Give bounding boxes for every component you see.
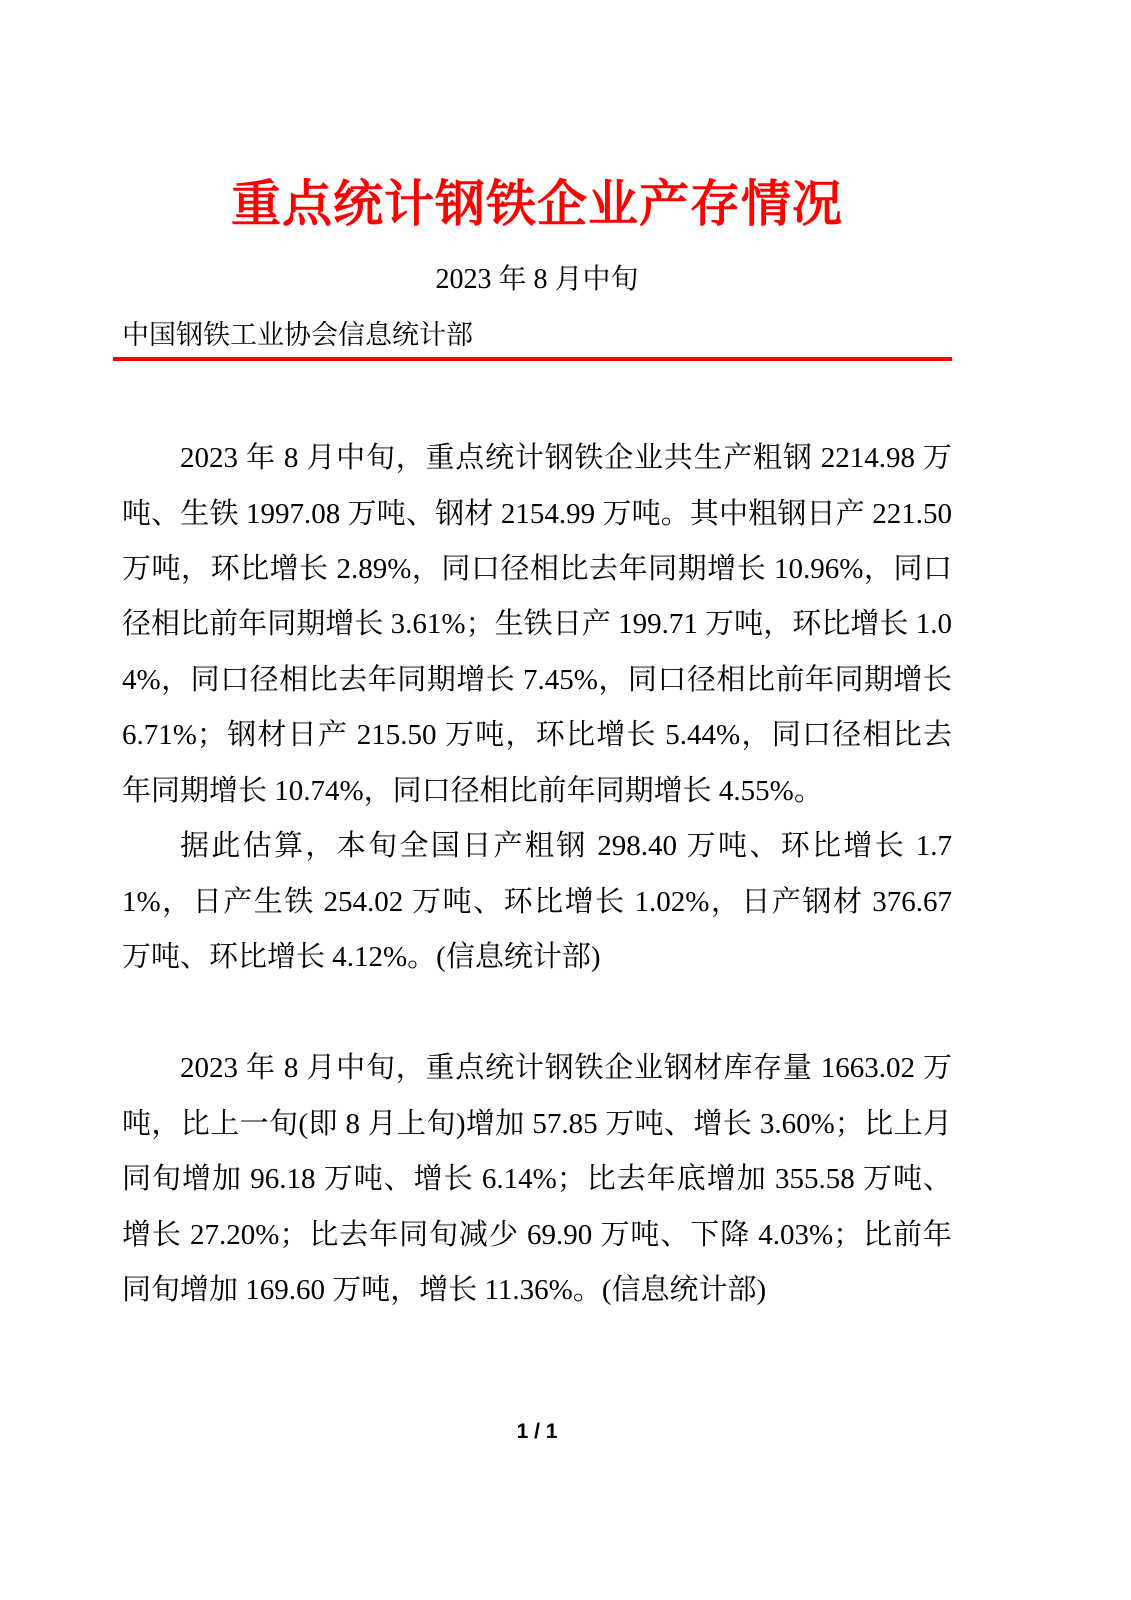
header-divider-rule <box>113 357 952 361</box>
body-paragraph-inventory: 2023 年 8 月中旬，重点统计钢铁企业钢材库存量 1663.02 万吨，比上一旬(即 8 月上旬)增加 57.85 万吨、增长 3.60%；比上月同旬增加 96.18 万吨、增长 6.14%；比去年底增加 355.58 万吨、增长 27.20%；比去年同旬减少 69.90 万吨、下降 4.03%；比前年同旬增加 169.60 万吨，增长 11.36%。(信息统计部) <box>122 1052 952 1306</box>
report-period: 2023 年 8 月中旬 <box>435 263 639 295</box>
body-paragraph-production: 2023 年 8 月中旬，重点统计钢铁企业共生产粗钢 2214.98 万吨、生铁 1997.08 万吨、钢材 2154.99 万吨。其中粗钢日产 221.50 万吨，环比增长 2.89%，同口径相比去年同期增长 10.96%，同口径相比前年同期增长 3.61%；生铁日产 199.71 万吨，环比增长 1.04%，同口径相比去年同期增长 7.45%，同口径相比前年同期增长 6.71%；钢材日产 215.50 万吨，环比增长 5.44%，同口径相比去年同期增长 10.74%，同口径相比前年同期增长 4.55%。 <box>122 442 952 807</box>
page-number: 1 / 1 <box>516 1420 558 1443</box>
department-name: 中国钢铁工业协会信息统计部 <box>122 319 473 350</box>
document-title: 重点统计钢铁企业产存情况 <box>231 176 843 232</box>
document-content <box>122 0 952 1318</box>
body-paragraph-national-estimate: 据此估算，本旬全国日产粗钢 298.40 万吨、环比增长 1.71%，日产生铁 254.02 万吨、环比增长 1.02%，日产钢材 376.67 万吨、环比增长 4.12%。(信息统计部) <box>122 830 952 973</box>
